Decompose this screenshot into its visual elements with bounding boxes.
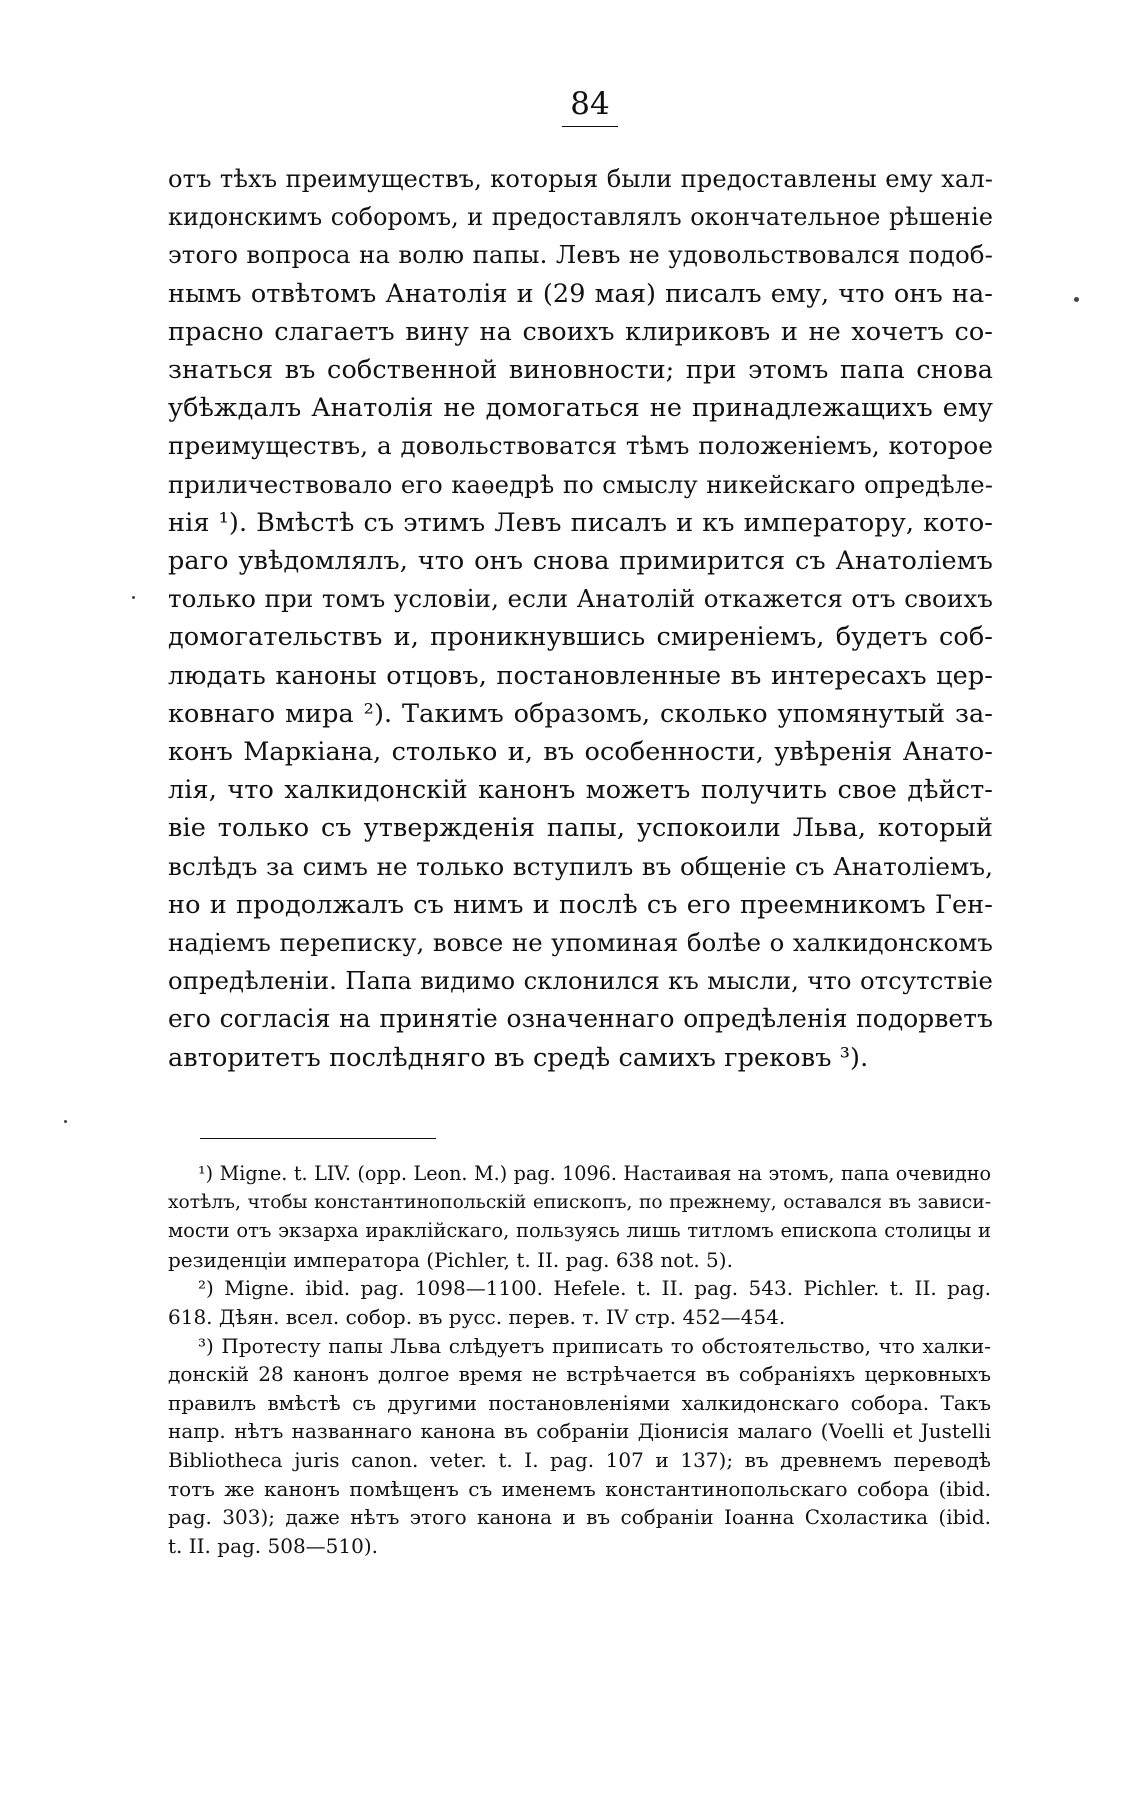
print-speck xyxy=(64,1120,67,1123)
text-line: этого вопроса на волю папы. Левъ не удовольствовался подоб- xyxy=(168,240,993,270)
text-line: раго увѣдомлялъ, что онъ снова примирится съ Анатоліемъ xyxy=(168,546,993,577)
text-line: ковнаго мира ²). Такимъ образомъ, сколько упомянутый за- xyxy=(168,698,993,729)
footnotes xyxy=(168,1160,991,1560)
text-line: авторитетъ послѣдняго въ средѣ самихъ грековъ ³). xyxy=(168,1042,869,1073)
footnote-line: резиденціи императора (Pichler, t. II. pag. 638 not. 5). xyxy=(168,1247,733,1272)
text-line: віе только съ утвержденія папы, успокоили Льва, который xyxy=(168,813,993,844)
footnote xyxy=(168,1274,991,1331)
text-line: конъ Маркіана, столько и, въ особенности, увѣренія Анато- xyxy=(168,737,993,768)
footnote-line: правилъ вмѣстѣ съ другими постановленіями халкидонскаго собора. Такъ xyxy=(168,1390,991,1415)
text-line: его согласія на принятіе означеннаго опредѣленія подорветъ xyxy=(168,1004,993,1034)
text-line: опредѣленіи. Папа видимо склонился къ мысли, что отсутствіе xyxy=(168,966,993,996)
page-number-text: 84 xyxy=(562,86,617,127)
text-line: прасно слагаетъ вину на своихъ клириковъ и не хочетъ со- xyxy=(168,316,993,347)
text-line: но и продолжалъ съ нимъ и послѣ съ его преемникомъ Ген- xyxy=(168,889,993,920)
text-line: только при томъ условіи, если Анатолій откажется отъ своихъ xyxy=(168,584,993,614)
footnote-line: pag. 303); даже нѣтъ этого канона и въ собраніи Іоанна Схоластика (ibid. xyxy=(168,1505,991,1530)
footnote-line: мости отъ экзарха ираклійскаго, пользуясь лишь титломъ епископа столицы и xyxy=(168,1219,991,1243)
footnote xyxy=(168,1332,991,1561)
footnote-line: 618. Дѣян. всел. собор. въ русс. перев. т. IV стр. 452—454. xyxy=(168,1304,786,1329)
text-line: людать каноны отцовъ, постановленные въ интересахъ цер- xyxy=(168,660,993,691)
footnote-line: ³) Протесту папы Льва слѣдуетъ приписать то обстоятельство, что халки- xyxy=(198,1333,991,1358)
text-line: убѣждалъ Анатолія не домогаться не принадлежащихъ ему xyxy=(168,393,993,424)
footnote-line: тотъ же канонъ помѣщенъ съ именемъ константинопольскаго собора (ibid. xyxy=(168,1476,991,1501)
text-line: вслѣдъ за симъ не только вступилъ въ общеніе съ Анатоліемъ, xyxy=(168,851,993,881)
text-line: нымъ отвѣтомъ Анатолія и (29 мая) писалъ ему, что онъ на- xyxy=(168,278,993,309)
footnote-line: t. II. pag. 508—510). xyxy=(168,1533,379,1558)
text-line: лія, что халкидонскій канонъ можетъ получить свое дѣйст- xyxy=(168,775,993,806)
text-line: преимуществъ, а довольствоватся тѣмъ положеніемъ, которое xyxy=(168,431,993,461)
text-line: нія ¹). Вмѣстѣ съ этимъ Левъ писалъ и къ императору, кото- xyxy=(168,507,993,538)
footnote-line: ¹) Migne. t. LIV. (opp. Leon. M.) pag. 1096. Настаивая на этомъ, папа очевидно xyxy=(198,1162,991,1185)
print-speck xyxy=(132,596,135,599)
page-number xyxy=(0,86,1140,127)
footnote-divider xyxy=(200,1138,436,1139)
main-text xyxy=(168,160,993,1077)
footnote xyxy=(168,1160,991,1274)
text-line: надіемъ переписку, вовсе не упоминая болѣе о халкидонскомъ xyxy=(168,928,993,958)
footnote-line: донскій 28 канонъ долгое время не встрѣчается въ собраніяхъ церковныхъ xyxy=(168,1362,991,1387)
text-line: домогательствъ и, проникнувшись смиреніемъ, будетъ соб- xyxy=(168,622,993,653)
footnote-line: ²) Migne. ibid. pag. 1098—1100. Hefele. t. II. pag. 543. Pichler. t. II. pag. xyxy=(198,1276,991,1301)
footnote-line: хотѣлъ, чтобы константинопольскій епископъ, по прежнему, оставался въ зависи- xyxy=(168,1191,991,1213)
text-line: приличествовало его каѳедрѣ по смыслу никейскаго опредѣле- xyxy=(168,470,993,499)
footnote-line: напр. нѣтъ названнаго канона въ собраніи Діонисія малаго (Voelli et Justelli xyxy=(168,1419,991,1444)
text-line: знаться въ собственной виновности; при этомъ папа снова xyxy=(168,355,993,386)
footnote-line: Bibliotheca juris canon. veter. t. I. pag. 107 и 137); въ древнемъ переводѣ xyxy=(168,1447,991,1472)
text-line: кидонскимъ соборомъ, и предоставлялъ окончательное рѣшеніе xyxy=(168,203,993,232)
print-speck xyxy=(1074,297,1079,302)
text-line: отъ тѣхъ преимуществъ, которыя были предоставлены ему хал- xyxy=(168,165,993,193)
